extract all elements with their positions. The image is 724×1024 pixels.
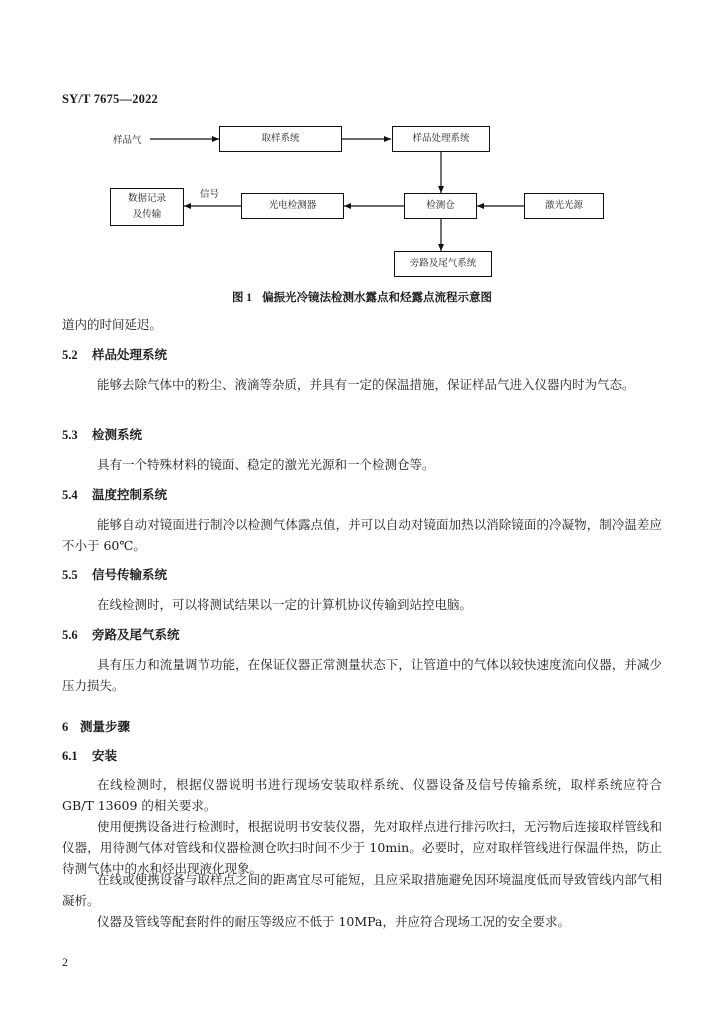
chapter-heading-6 — [62, 716, 130, 738]
node-bypass-tail-gas: 旁路及尾气系统 — [394, 251, 492, 277]
chapter-number: 6 — [62, 720, 69, 734]
section-heading-5-5 — [62, 564, 167, 586]
section-title: 安装 — [92, 748, 118, 763]
label-sample-gas: 样品气 — [113, 135, 142, 146]
figure-caption — [0, 289, 724, 305]
diagram-connectors — [0, 0, 724, 310]
section-number: 5.4 — [62, 488, 78, 502]
continuation-text: 道内的时间延迟。 — [62, 317, 163, 332]
section-number: 5.5 — [62, 568, 78, 582]
page-number: 2 — [62, 955, 68, 969]
section-heading-5-2 — [62, 344, 167, 366]
section-text-5-6: 具有压力和流量调节功能，在保证仪器正常测量状态下，让管道中的气体以较快速度流向仪器，并减少压力损失。 — [62, 657, 662, 693]
section-6-1-paragraph-2: 使用便携设备进行检测时，根据说明书安装仪器，先对取样点进行排污吹扫，无污物后连接取样管线和仪器，用待测气体对管线和仪器检测仓吹扫时间不少于 10min。必要时，应对取样管线进行保温伴热，防止待测气体中的水和烃出现液化现象。 — [62, 819, 662, 876]
figure-title: 偏振光冷镜法检测水露点和烃露点流程示意图 — [262, 290, 493, 304]
label-signal: 信号 — [200, 189, 220, 200]
section-text-5-3: 具有一个特殊材料的镜面、稳定的激光光源和一个检测仓等。 — [97, 457, 435, 472]
section-heading-5-6 — [62, 624, 180, 646]
section-title: 温度控制系统 — [92, 487, 168, 502]
figure-number: 图 1 — [231, 292, 253, 304]
node-photoelectric-detector: 光电检测器 — [241, 193, 344, 219]
data-record-line1: 数据记录 — [127, 193, 166, 204]
node-detection-chamber: 检测仓 — [404, 193, 477, 219]
section-number: 5.6 — [62, 628, 78, 642]
section-6-1-paragraph-3: 在线或便携设备与取样点之间的距离宜尽可能短，且应采取措施避免因环境温度低而导致管线内部气相凝析。 — [62, 872, 662, 908]
section-title: 检测系统 — [92, 427, 143, 442]
section-title: 旁路及尾气系统 — [92, 627, 180, 642]
section-number: 6.1 — [62, 749, 78, 763]
section-heading-5-4 — [62, 484, 167, 506]
section-heading-6-1 — [62, 745, 117, 767]
section-6-1-paragraph-1: 在线检测时，根据仪器说明书进行现场安装取样系统、仪器设备及信号传输系统，取样系统应符合 GB/T 13609 的相关要求。 — [62, 777, 662, 813]
section-6-1-paragraph-4: 仪器及管线等配套附件的耐压等级应不低于 10MPa，并应符合现场工况的安全要求。 — [97, 914, 570, 929]
section-text-5-4: 能够自动对镜面进行制冷以检测气体露点值，并可以自动对镜面加热以消除镜面的冷凝物，制冷温差应不小于 60℃。 — [62, 517, 662, 553]
section-heading-5-3 — [62, 424, 142, 446]
node-sampling-system: 取样系统 — [219, 126, 342, 152]
standard-code-header: SY/T 7675—2022 — [62, 92, 158, 106]
data-record-line2: 及传输 — [132, 209, 162, 220]
section-title: 样品处理系统 — [92, 347, 168, 362]
section-number: 5.2 — [62, 348, 78, 362]
section-title: 信号传输系统 — [92, 567, 168, 582]
flow-diagram — [0, 0, 724, 310]
node-laser-source: 激光光源 — [524, 193, 604, 219]
node-sample-processing: 样品处理系统 — [392, 126, 490, 152]
section-text-5-5: 在线检测时，可以将测试结果以一定的计算机协议传输到站控电脑。 — [97, 597, 473, 612]
section-number: 5.3 — [62, 428, 78, 442]
section-text-5-2: 能够去除气体中的粉尘、液滴等杂质，并具有一定的保温措施，保证样品气进入仪器内时为气态。 — [97, 377, 635, 392]
chapter-title: 测量步骤 — [80, 719, 131, 734]
node-data-record — [110, 188, 184, 226]
